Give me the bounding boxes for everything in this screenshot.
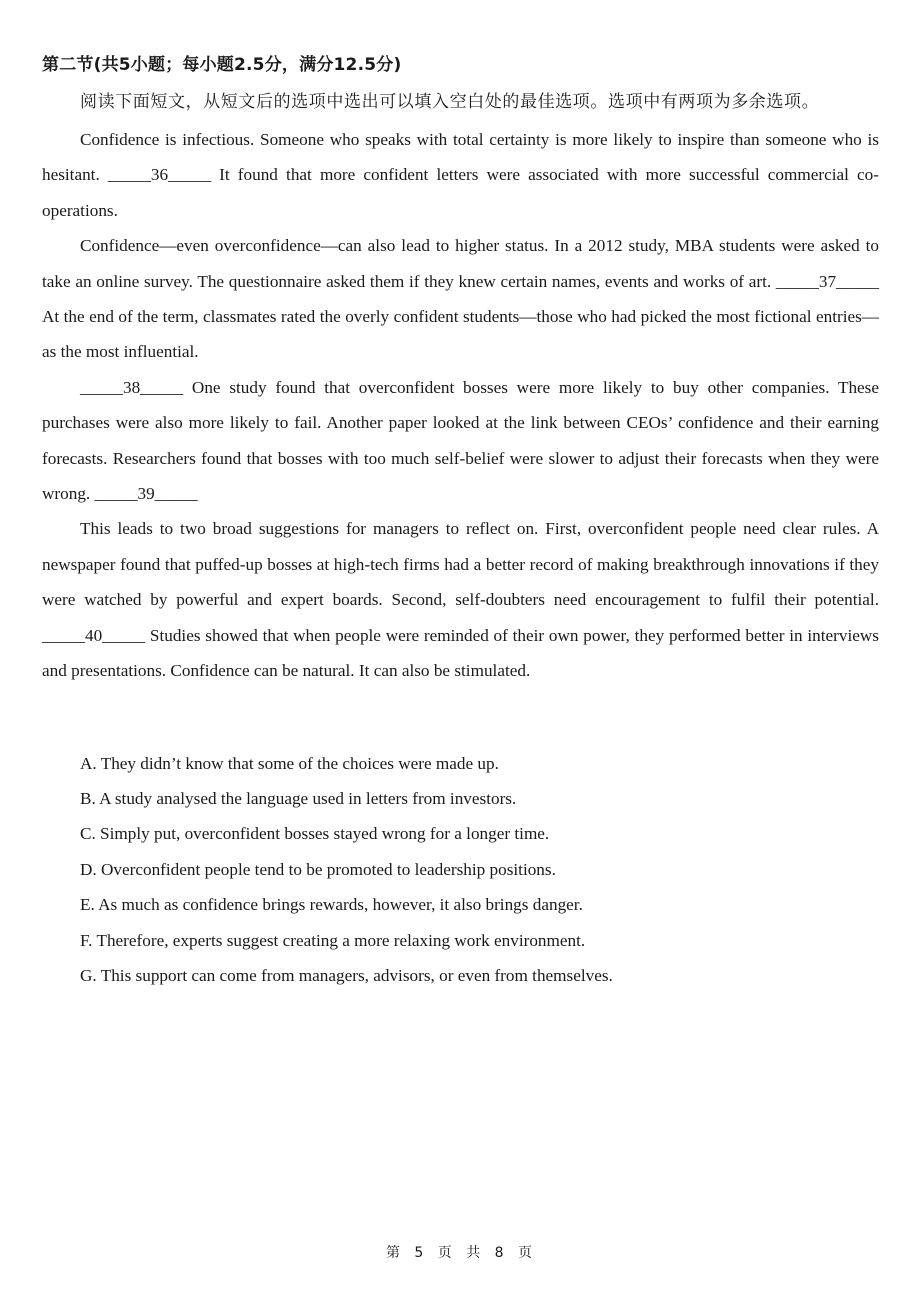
option-b: B. A study analysed the language used in letters from investors.: [80, 788, 517, 808]
paragraph-text: Confidence—even overconfidence—can also lead to higher status. In a 2012 study, MBA students were asked to take an online survey. The questionnaire asked them if they knew certain names, events and works of art.: [42, 236, 879, 291]
blank-38: _____38_____: [80, 377, 184, 397]
option-g: G. This support can come from managers, advisors, or even from themselves.: [80, 965, 613, 985]
page-number-footer: 第 5 页 共 8 页: [385, 1245, 538, 1261]
document-page: [42, 50, 879, 993]
option-f: F. Therefore, experts suggest creating a more relaxing work environment.: [80, 930, 586, 950]
option-a: A. They didn’t know that some of the choices were made up.: [80, 753, 499, 773]
blank-37: _____37_____: [775, 271, 879, 291]
blank-39: _____39_____: [94, 484, 198, 504]
option-c: C. Simply put, overconfident bosses stayed wrong for a longer time.: [80, 824, 550, 844]
instructions: 阅读下面短文，从短文后的选项中选出可以填入空白处的最佳选项。选项中有两项为多余选项。: [80, 92, 820, 112]
paragraph-text: Confidence is infectious. Someone who speaks with total certainty is more likely to inspire than someone who is hesitant.: [42, 130, 879, 185]
paragraph-text: This leads to two broad suggestions for managers to reflect on. First, overconfident people need clear rules. A newspaper found that puffed-up bosses at high-tech firms had a better record of making breakthrough innovations if they were watched by powerful and expert boards. Second, self-doubters need encouragement to fulfil their potential.: [42, 519, 879, 610]
options-list: [42, 746, 879, 994]
blank-36: _____36_____: [107, 165, 212, 185]
option-e: E. As much as confidence brings rewards, however, it also brings danger.: [80, 895, 583, 915]
paragraph-text: One study found that overconfident bosses were more likely to buy other companies. These purchases were also more likely to fail. Another paper looked at the link between CEOs’ confidence and their earning forecasts. Researchers found that bosses with too much self-belief were slower to adjust their forecasts when they were wrong.: [42, 377, 879, 504]
blank-40: _____40_____: [42, 625, 146, 645]
paragraph-text: At the end of the term, classmates rated the overly confident students—those who had picked the most fictional entries—as the most influential.: [42, 307, 879, 362]
option-d: D. Overconfident people tend to be promoted to leadership positions.: [80, 859, 556, 879]
section-title: 第二节(共5小题；每小题2.5分，满分12.5分): [42, 55, 402, 75]
passage-paragraph-2: [42, 228, 879, 370]
paragraph-text: It found that more confident letters were associated with more successful commercial co-operations.: [42, 165, 880, 220]
passage: [42, 122, 879, 689]
paragraph-text: Studies showed that when people were reminded of their own power, they performed better in interviews and presentations. Confidence can be natural. It can also be stimulated.: [42, 625, 879, 681]
passage-paragraph-4: [42, 511, 879, 688]
passage-paragraph-3: [42, 370, 879, 512]
passage-paragraph-1: [42, 122, 879, 228]
